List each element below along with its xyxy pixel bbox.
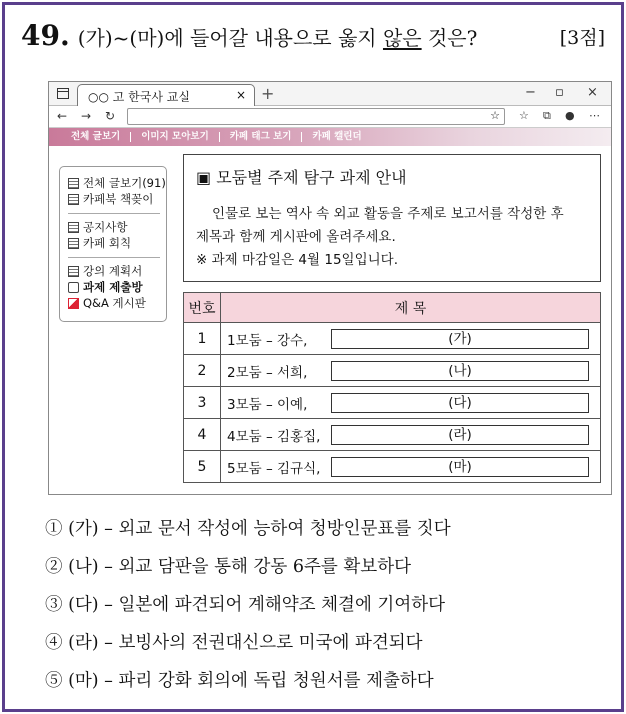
row-blank: (라): [331, 425, 589, 445]
profile-icon[interactable]: ●: [565, 109, 575, 122]
row-title: [221, 451, 601, 483]
doc-icon: [68, 266, 79, 277]
box-icon: [68, 282, 79, 293]
address-bar-row: [49, 106, 611, 128]
question-number: 49.: [21, 19, 70, 52]
sidebar-item-notice[interactable]: [68, 219, 166, 235]
forward-icon[interactable]: →: [81, 109, 92, 123]
cafe-sidebar: [59, 166, 167, 322]
tab-title: ○○ 고 한국사 교실: [88, 90, 190, 104]
cafe-nav-strip: [49, 128, 611, 146]
sidebar-item-label: 전체 글보기(91): [83, 176, 166, 190]
sidebar-divider: [68, 213, 160, 214]
sidebar-item-label: 카페 회칙: [83, 236, 132, 250]
favorites-icon[interactable]: ☆: [519, 109, 529, 122]
back-icon[interactable]: ←: [57, 109, 68, 123]
sidebar-divider: [68, 257, 160, 258]
question-text-before: (가)~(마)에 들어갈 내용으로 옳지: [77, 26, 383, 50]
row-title: [221, 419, 601, 451]
table-row[interactable]: [184, 387, 601, 419]
qa-icon: [68, 298, 79, 309]
sidebar-item-label: Q&A 게시판: [83, 296, 146, 310]
sidebar-item-rules[interactable]: [68, 235, 166, 251]
question-points: [3점]: [559, 27, 605, 49]
question-text-underlined: 않은: [382, 26, 422, 50]
row-blank: (다): [331, 393, 589, 413]
sidebar-item-qa[interactable]: [68, 295, 166, 311]
doc-icon: [68, 194, 79, 205]
header-number: 번호: [184, 293, 221, 323]
choice-5[interactable]: ⑤ (마) – 파리 강화 회의에 독립 청원서를 제출하다: [45, 671, 434, 691]
row-number: 4: [184, 419, 221, 451]
notice-body: [196, 203, 596, 272]
row-group: 4모둠 – 김홍집,: [227, 428, 321, 445]
notice-line: 인물로 보는 역사 속 외교 활동을 주제로 보고서를 작성한 후: [212, 206, 564, 222]
question-text: [78, 22, 478, 51]
row-number: 3: [184, 387, 221, 419]
nav-all-posts[interactable]: 전체 글보기: [61, 132, 131, 142]
question-title: [21, 19, 477, 52]
row-number: 1: [184, 323, 221, 355]
table-row[interactable]: [184, 323, 601, 355]
url-input[interactable]: [127, 108, 505, 125]
refresh-icon[interactable]: ↻: [105, 109, 116, 123]
star-icon[interactable]: ☆: [490, 109, 500, 122]
choice-4[interactable]: ④ (라) – 보빙사의 전권대신으로 미국에 파견되다: [45, 633, 423, 653]
choice-2[interactable]: ② (나) – 외교 담판을 통해 강동 6주를 확보하다: [45, 557, 412, 577]
close-tab-icon[interactable]: ×: [235, 88, 246, 102]
row-blank: (가): [331, 329, 589, 349]
row-group: 5모둠 – 김규식,: [227, 460, 321, 477]
table-row[interactable]: [184, 355, 601, 387]
new-tab-button[interactable]: +: [261, 84, 275, 103]
assignment-table: [183, 292, 601, 483]
notice-line: ※ 과제 마감일은 4월 15일입니다.: [196, 252, 398, 268]
row-title: [221, 323, 601, 355]
choice-1[interactable]: ① (가) – 외교 문서 작성에 능하여 청방인문표를 짓다: [45, 519, 451, 539]
doc-icon: [68, 178, 79, 189]
sidebar-item-label: 카페북 책꽂이: [83, 192, 154, 206]
sidebar-item-bookshelf[interactable]: [68, 191, 166, 207]
nav-calendar[interactable]: 카페 캘린더: [312, 131, 362, 142]
sidebar-item-label: 강의 계획서: [83, 264, 143, 278]
answer-choices: [45, 515, 451, 705]
title-bar: [49, 82, 611, 106]
restore-button[interactable]: ▫: [555, 85, 564, 100]
table-row[interactable]: [184, 451, 601, 483]
row-group: 2모둠 – 서희,: [227, 364, 308, 381]
sidebar-item-assignment[interactable]: [68, 279, 166, 295]
more-icon[interactable]: ⋯: [589, 109, 600, 122]
row-blank: (나): [331, 361, 589, 381]
question-text-after: 것은?: [421, 26, 478, 50]
collections-icon[interactable]: ⧉: [543, 109, 551, 122]
close-window-button[interactable]: ×: [587, 85, 598, 100]
question-frame: [2, 2, 624, 712]
sidebar-item-syllabus[interactable]: [68, 263, 166, 279]
doc-icon: [68, 238, 79, 249]
nav-images[interactable]: 이미지 모아보기: [131, 132, 220, 142]
choice-3[interactable]: ③ (다) – 일본에 파견되어 계해약조 체결에 기여하다: [45, 595, 446, 615]
row-number: 5: [184, 451, 221, 483]
window-icon[interactable]: [57, 88, 69, 99]
sidebar-item-all-posts[interactable]: [68, 175, 166, 191]
notice-line: 제목과 함께 게시판에 올려주세요.: [196, 229, 396, 245]
row-title: [221, 387, 601, 419]
row-group: 3모둠 – 이예,: [227, 396, 308, 413]
table-header-row: [184, 293, 601, 323]
assignment-notice: [183, 154, 601, 282]
nav-tags[interactable]: 카페 태그 보기: [220, 132, 303, 142]
browser-window: [48, 81, 612, 495]
table-row[interactable]: [184, 419, 601, 451]
minimize-button[interactable]: −: [525, 85, 536, 100]
header-title: 제 목: [221, 293, 601, 323]
sidebar-item-label: 공지사항: [83, 220, 128, 234]
doc-icon: [68, 222, 79, 233]
row-title: [221, 355, 601, 387]
notice-title: ▣ 모둠별 주제 탐구 과제 안내: [196, 168, 407, 187]
sidebar-item-label: 과제 제출방: [83, 280, 143, 294]
row-number: 2: [184, 355, 221, 387]
row-group: 1모둠 – 강수,: [227, 332, 308, 349]
row-blank: (마): [331, 457, 589, 477]
browser-tab[interactable]: [77, 84, 255, 106]
